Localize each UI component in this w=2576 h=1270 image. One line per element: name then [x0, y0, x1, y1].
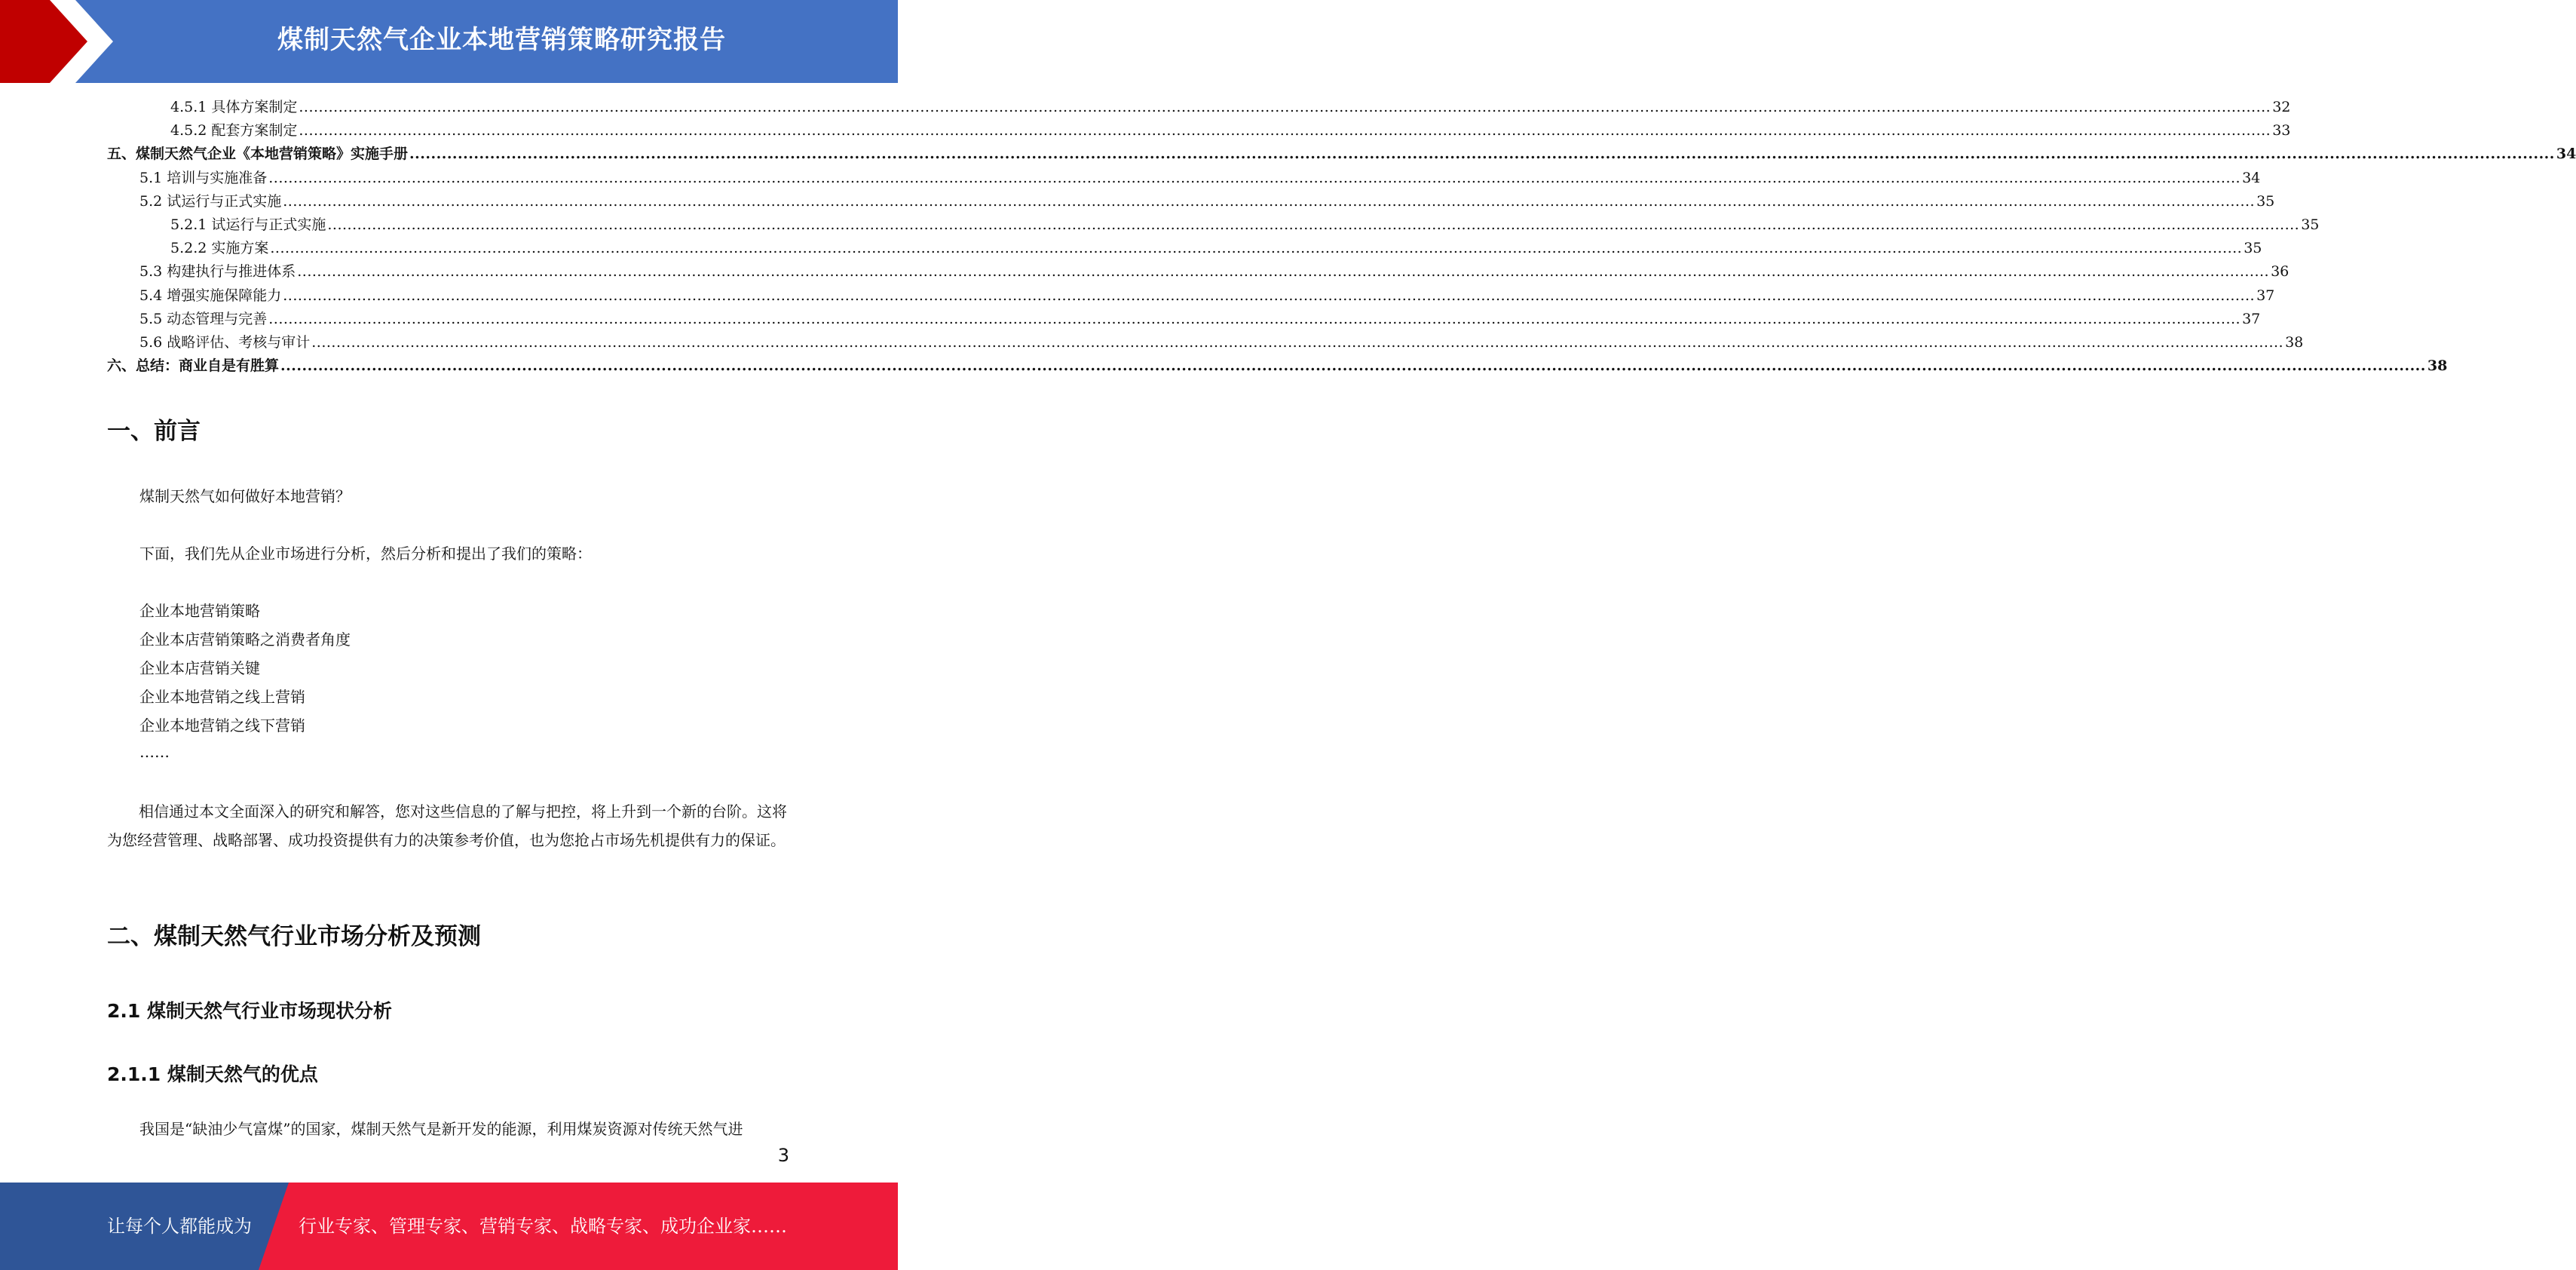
toc-entry[interactable] [139, 284, 2275, 308]
toc-entry-page: 34 [2242, 169, 2261, 186]
toc-entry-page: 33 [2272, 122, 2291, 140]
preface-list-item: 企业本地营销策略 [139, 602, 260, 620]
toc-leader-dots: ................................................................................................................................................................................................................................................................................................................................................................................................................ [297, 263, 2270, 281]
toc-leader-dots: ................................................................................................................................................................................................................................................................................................................................................................................................................ [268, 310, 2241, 327]
toc-leader-dots: ................................................................................................................................................................................................................................................................................................................................................................................................................ [409, 146, 2555, 163]
preface-list-item: 企业本地营销之线上营销 [139, 688, 305, 706]
toc-entry[interactable] [107, 354, 2448, 378]
toc-entry[interactable] [170, 237, 2262, 260]
toc-entry[interactable] [139, 190, 2275, 213]
toc-entry[interactable] [139, 331, 2304, 354]
footer-slogan-left: 让每个人都能成为 [107, 1216, 252, 1237]
toc-entry-label: 5.3 构建执行与推进体系 [139, 263, 296, 281]
toc-leader-dots: ................................................................................................................................................................................................................................................................................................................................................................................................................ [280, 357, 2426, 375]
page-header [0, 0, 898, 83]
preface-intro: 下面，我们先从企业市场进行分析，然后分析和提出了我们的策略： [139, 545, 592, 563]
preface-closing-paragraph: 相信通过本文全面深入的研究和解答，您对这些信息的了解与把控，将上升到一个新的台阶。这将为您经营管理、战略部署、成功投资提供有力的决策参考价值，也为您抢占市场先机提供有力的保证。 [107, 802, 787, 849]
preface-list-item: …… [139, 743, 170, 761]
toc-entry-label: 5.2.2 实施方案 [170, 240, 269, 257]
toc-entry-page: 36 [2271, 263, 2290, 281]
toc-leader-dots: ................................................................................................................................................................................................................................................................................................................................................................................................................ [311, 334, 2284, 351]
toc-entry-page: 37 [2256, 287, 2275, 304]
toc-entry-page: 34 [2556, 146, 2576, 163]
toc-entry-page: 37 [2242, 310, 2261, 327]
toc-entry-label: 4.5.1 具体方案制定 [170, 99, 298, 115]
toc-leader-dots: ................................................................................................................................................................................................................................................................................................................................................................................................................ [283, 192, 2256, 210]
toc-entry-page: 35 [2256, 192, 2275, 210]
toc-entry-label: 4.5.2 配套方案制定 [170, 122, 298, 140]
toc-leader-dots: ................................................................................................................................................................................................................................................................................................................................................................................................................ [268, 169, 2241, 186]
toc-leader-dots: ................................................................................................................................................................................................................................................................................................................................................................................................................ [283, 287, 2256, 304]
toc-leader-dots: ................................................................................................................................................................................................................................................................................................................................................................................................................ [299, 122, 2271, 140]
toc-entry-page: 35 [2301, 216, 2320, 233]
preface-question: 煤制天然气如何做好本地营销？ [139, 487, 351, 505]
preface-list-item: 企业本地营销之线下营销 [139, 716, 305, 735]
preface-list-item: 企业本店营销关键 [139, 659, 260, 677]
toc-leader-dots: ................................................................................................................................................................................................................................................................................................................................................................................................................ [327, 216, 2300, 233]
toc-entry-page: 35 [2244, 240, 2262, 257]
toc-entry-label: 5.2.1 试运行与正式实施 [170, 216, 326, 233]
toc-leader-dots: ................................................................................................................................................................................................................................................................................................................................................................................................................ [270, 240, 2243, 257]
toc-entry[interactable] [170, 96, 2291, 119]
toc-entry-label: 六、总结：商业自是有胜算 [107, 357, 280, 375]
report-title: 煤制天然气企业本地营销策略研究报告 [277, 25, 726, 55]
toc-entry-label: 5.6 战略评估、考核与审计 [139, 334, 311, 351]
header-red-chevron-icon [0, 0, 121, 83]
toc-entry[interactable] [170, 119, 2291, 143]
advantages-paragraph: 我国是“缺油少气富煤”的国家，煤制天然气是新开发的能源，利用煤炭资源对传统天然气进 [139, 1120, 743, 1138]
toc-entry[interactable] [139, 260, 2290, 284]
toc-entry-page: 38 [2285, 334, 2304, 351]
page-footer [0, 1183, 898, 1270]
toc-entry-label: 5.5 动态管理与完善 [139, 310, 268, 327]
preface-list-item: 企业本店营销策略之消费者角度 [139, 630, 351, 649]
preface-heading: 一、前言 [107, 418, 201, 445]
toc-entry-label: 五、煤制天然气企业《本地营销策略》实施手册 [107, 146, 409, 163]
toc-entry-label: 5.4 增强实施保障能力 [139, 287, 282, 304]
toc-entry-label: 5.2 试运行与正式实施 [139, 192, 282, 210]
page-number: 3 [777, 1145, 789, 1166]
toc-leader-dots: ................................................................................................................................................................................................................................................................................................................................................................................................................ [299, 99, 2271, 115]
toc-entry-label: 5.1 培训与实施准备 [139, 169, 268, 186]
footer-slogan-right: 行业专家、管理专家、营销专家、战略专家、成功企业家…… [299, 1216, 787, 1237]
toc-entry[interactable] [139, 308, 2261, 331]
market-analysis-heading: 二、煤制天然气行业市场分析及预测 [107, 923, 481, 950]
market-status-subheading: 2.1 煤制天然气行业市场现状分析 [107, 1000, 392, 1022]
toc-entry[interactable] [170, 213, 2320, 237]
advantages-subheading: 2.1.1 煤制天然气的优点 [107, 1063, 318, 1085]
toc-entry[interactable] [107, 143, 2576, 166]
toc-entry-page: 38 [2427, 357, 2448, 375]
toc-entry[interactable] [139, 167, 2261, 190]
toc-entry-page: 32 [2272, 99, 2291, 115]
